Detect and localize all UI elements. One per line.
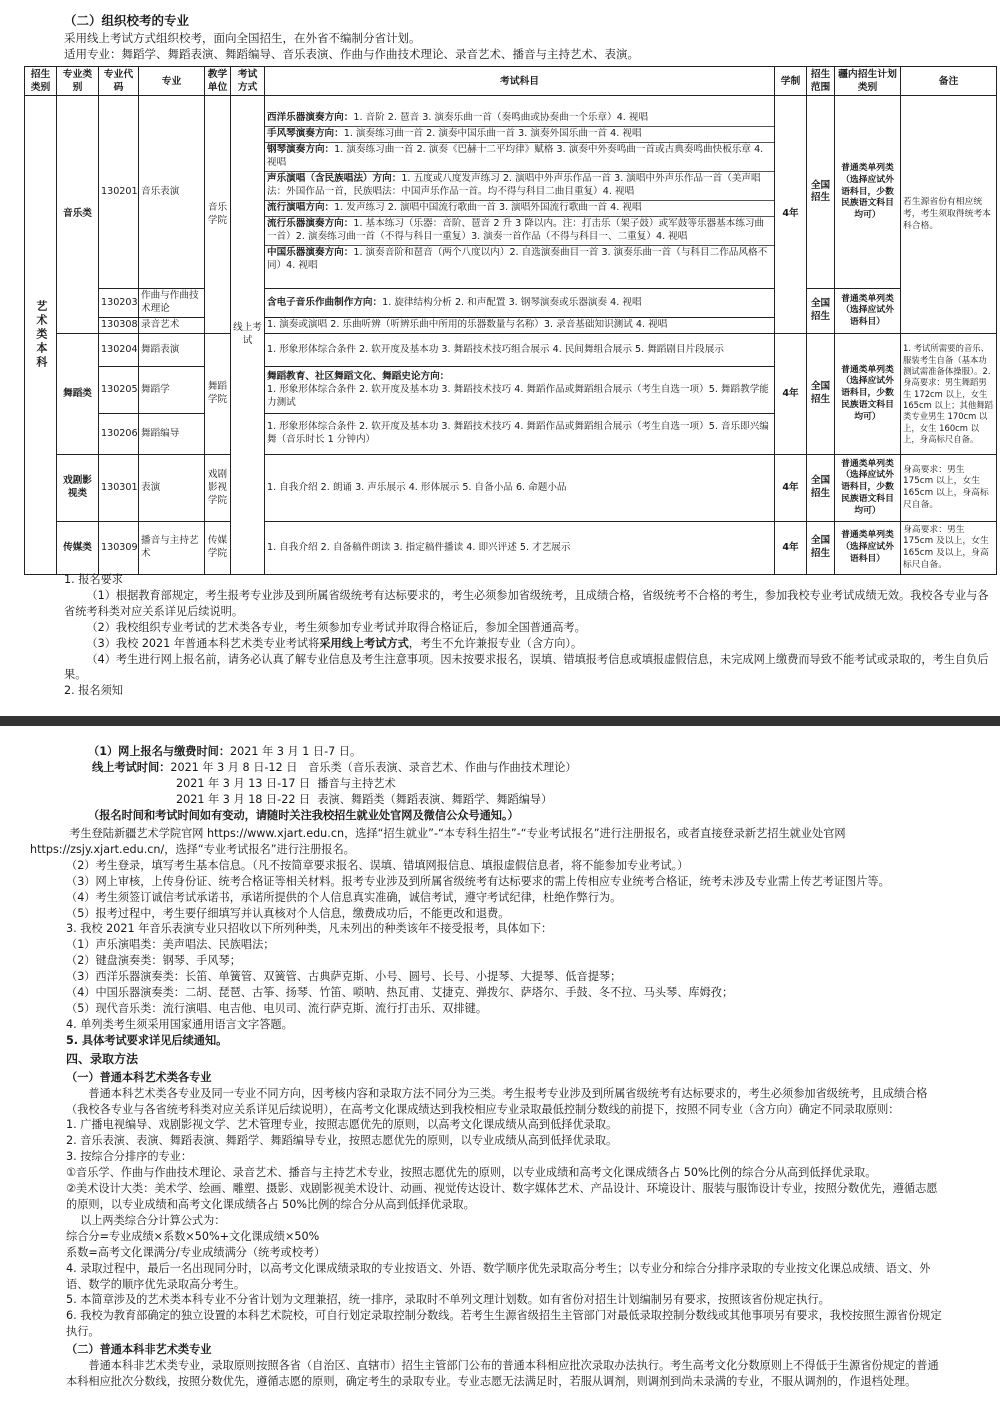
register-instructions: 考生登陆新疆艺术学院官网 https://www.xjart.edu.cn，选择“招生就业”-“本专科生招生”-“专业考试报名”进行注册报名，或者直接登录新艺招生就业处官网 https://zsjy.xjart.edu.cn/，选择“专业考试报名”进行注册报名。 — [30, 827, 846, 856]
req-paragraph: （3）我校 2021 年普通本科艺术类专业考试将采用线上考试方式，考生不允许兼报专业（含方向）。 — [86, 636, 583, 650]
subject-line: 手风琴演奏方向：1. 演奏练习曲一首 2. 演奏中国乐曲一首 3. 演奏外国乐曲一首 4. 视唱 — [265, 126, 774, 142]
code-cell: 130203 — [99, 289, 139, 318]
subjects-cell: 1. 自我介绍 2. 朗诵 3. 声乐展示 4. 形体展示 5. 自备小品 6. 命题小品 — [265, 455, 775, 522]
table-row — [25, 96, 997, 289]
note-cell: 身高要求：男生 175cm 及以上，女生 165cm 及以上，身高标尺自备。 — [901, 522, 997, 575]
scope-cell: 全国招生 — [807, 96, 835, 289]
page-bottom — [0, 730, 1000, 1428]
page-top — [0, 0, 1000, 712]
rule-line: 5. 本简章涉及的艺术类本科专业不分省计划为文理兼招，统一排序，录取时不单列文理计划数。如有省份对招生计划编制另有要求，按照该省份规定执行。 — [66, 1293, 830, 1307]
language-note: 4. 单列类考生须采用国家通用语言文字答题。 — [66, 1017, 293, 1031]
section-line-2: 适用专业：舞蹈学、舞蹈表演、舞蹈编导、音乐表演、作曲与作曲技术理论、录音艺术、播音与主持艺术、表演。 — [64, 47, 639, 62]
duration-cell: 4年 — [775, 96, 807, 334]
subject-line: 声乐演唱（含民族唱法）方向：1. 五度或八度发声练习 2. 演唱中外声乐作品一首 3. 演唱中外声乐作品一首（美声唱法：外国作品一首，民族唱法：中国声乐作品一首。均不得与科目二曲目重复）4. 视唱 — [265, 171, 774, 200]
step-line: （3）网上审核，上传身份证、统考合格证等相关材料。报考专业涉及到所属省级统考有达标要求的需上传相应专业统考合格证，统考未涉及专业需上传艺考证图片等。 — [66, 874, 890, 888]
subject-line: 流行演唱方向：1. 发声练习 2. 演唱中国流行歌曲一首 3. 演唱外国流行歌曲一首 4. 视唱 — [265, 200, 774, 216]
details-note: 5. 具体考试要求详见后续通知。 — [66, 1033, 228, 1047]
col-header: 教学单位 — [205, 67, 231, 96]
music-kind: （1）声乐演唱类：美声唱法、民族唱法； — [66, 938, 275, 952]
admission-table-wrap — [0, 66, 997, 575]
media-type-cell: 传媒类 — [57, 522, 99, 575]
unit-cell: 舞蹈学院 — [205, 334, 231, 455]
col-header: 疆内招生计划类别 — [835, 67, 901, 96]
unit-cell: 传媒学院 — [205, 522, 231, 575]
major-cell: 舞蹈编导 — [139, 414, 205, 455]
col-header: 考试方式 — [231, 67, 265, 96]
scope-cell: 全国招生 — [807, 522, 835, 575]
drama-type-cell: 戏剧影视类 — [57, 455, 99, 522]
col-header: 学制 — [775, 67, 807, 96]
code-cell: 130308 — [99, 318, 139, 334]
subject-line: 西洋乐器演奏方向：1. 音阶 2. 琶音 3. 演奏乐曲一首（奏鸣曲或协奏曲一个乐章）4. 视唱 — [267, 112, 649, 124]
step-line: （4）考生须签订诚信考试承诺书，承诺所提供的个人信息真实准确，诚信考试，遵守考试纪律，杜绝作弊行为。 — [66, 890, 622, 904]
section-line-1: 采用线上考试方式组织校考，面向全国招生，在外省不编制分省计划。 — [64, 30, 421, 45]
duration-cell: 4年 — [775, 522, 807, 575]
rule-line: 2. 音乐表演、表演、舞蹈表演、舞蹈学、舞蹈编导专业，按照志愿优先的原则，以专业成绩从高到低择优录取。 — [66, 1134, 618, 1148]
exam-time-line: 2021 年 3 月 13 日-17 日 播音与主持艺术 — [176, 776, 396, 790]
subject-line: 中国乐器演奏方向：1. 演奏音阶和琶音（两个八度以内）2. 自选演奏曲目一首 3. 演奏乐曲一首（与科目二作品风格不同）4. 视唱 — [265, 245, 774, 274]
col-header: 备注 — [901, 67, 997, 96]
code-cell: 130309 — [99, 522, 139, 575]
steps-block — [0, 826, 970, 1390]
unit-cell: 戏剧影视学院 — [205, 455, 231, 522]
scope-cell: 全国招生 — [807, 334, 835, 455]
change-notice: （报名时间和考试时间如有变动，请随时关注我校招生就业处官网及微信公众号通知。） — [88, 808, 519, 822]
subjects-cell: 1. 形象形体综合条件 2. 软开度及基本功 3. 舞蹈技术技巧 4. 舞蹈作品或舞蹈组合展示（考生自选一项）5. 音乐即兴编舞（音乐时长 1 分钟内） — [265, 414, 775, 455]
registration-block — [0, 744, 1000, 824]
music-kind: （2）键盘演奏类：钢琴、手风琴； — [66, 954, 241, 968]
subjects-cell: 1. 形象形体综合条件 2. 软开度及基本功 3. 舞蹈技术技巧组合展示 4. 民间舞组合展示 5. 舞蹈剧目片段展示 — [265, 334, 775, 367]
rule-line: 3. 按综合分排序的专业： — [66, 1150, 193, 1164]
code-cell: 130206 — [99, 414, 139, 455]
step-line: （2）考生登录，填写考生基本信息。（凡不按简章要求报名、误填、错填网报信息、填报虚假信息者，将不能参加专业考试。） — [66, 858, 689, 872]
art-majors-heading: （一）普通本科艺术类各专业 — [66, 1070, 212, 1084]
major-cell: 音乐表演 — [139, 96, 205, 289]
note-cell: 1. 考试所需要的音乐、服装考生自备（基本功测试需准备体操服）。2. 身高要求：男生舞蹈男生 172cm 以上，女生 165cm 以上；其他舞蹈类专业男生 170cm 以上，女生 160cm 以上，身高标尺自备。 — [901, 334, 997, 455]
major-cell: 舞蹈学 — [139, 367, 205, 414]
subjects-cell: 1. 演奏或演唱 2. 乐曲听辨（听辨乐曲中所用的乐器数量与名称）3. 录音基础知识测试 4. 视唱 — [265, 318, 775, 334]
step-line: （5）报考过程中，考生要仔细填写并认真核对个人信息，缴费成功后，不能更改和退费。 — [66, 906, 510, 920]
subjects-cell: 含电子音乐作曲制作方向：1. 旋律结构分析 2. 和声配置 3. 钢琴演奏或乐器演奏 4. 视唱 — [265, 289, 775, 318]
non-art-heading: （二）普通本科非艺术类专业 — [66, 1343, 212, 1357]
section-header — [64, 12, 984, 62]
music-kind: （4）中国乐器演奏类：二胡、琵琶、古筝、扬琴、竹笛、唢呐、热瓦甫、艾捷克、弹拨尔、萨塔尔、手鼓、冬不拉、马头琴、库姆孜； — [66, 986, 734, 1000]
formula-line: 系数=高考文化课满分/专业成绩满分（统考或校考） — [66, 1245, 326, 1259]
plan-cell: 普通类单列类（选择应试外语科目，少数民族语文科目均可） — [835, 334, 901, 455]
table-row — [25, 334, 997, 367]
table-header-row — [25, 67, 997, 96]
exam-mode-cell: 线上考试 — [231, 96, 265, 575]
subjects-cell: 舞蹈教育、社区舞蹈文化、舞蹈史论方向： 1. 形象形体综合条件 2. 软开度及基本功 3. 舞蹈技术技巧 4. 舞蹈作品或舞蹈组合展示（考生自选一项）5. 舞蹈教学能力测试 — [265, 367, 775, 414]
rule-line: ①音乐学、作曲与作曲技术理论、录音艺术、播音与主持艺术专业，按照志愿优先的原则，以专业成绩和高考文化课成绩各占 50%比例的综合分从高到低择优录取。 — [66, 1166, 877, 1180]
plan-cell: 普通类单列类（选择应试外语科目） — [835, 522, 901, 575]
duration-cell: 4年 — [775, 455, 807, 522]
req-heading: 2. 报名须知 — [64, 684, 123, 698]
plan-cell: 普通类单列类（选择应试外语科目，少数民族语文科目均可） — [835, 96, 901, 289]
music-kind: （5）现代音乐类：流行演唱、电吉他、电贝司、流行萨克斯、流行打击乐、双排键。 — [66, 1001, 488, 1015]
code-cell: 130301 — [99, 455, 139, 522]
requirements-block — [36, 572, 994, 699]
req-paragraph: （1）根据教育部规定，考生报考专业涉及到所属省级统考有达标要求的，考生必须参加省级统考，且成绩合格，省级统考不合格的考生，参加我校专业考试成绩无效。我校各专业与各省统考科类对应关系详见后续说明。 — [64, 588, 989, 618]
non-art-paragraph: 普通本科非艺术类专业，录取原则按照各省（自治区、直辖市）招生主管部门公布的普通本科相应批次录取办法执行。考生高考文化分数原则上不得低于生源省份规定的普通本科相应批次分数线，按照分数优先，遵循志愿的原则，确定考生的录取专业。专业志愿无法满足时，若服从调剂，则调剂到尚未录满的专业，不服从调剂的，作退档处理。 — [66, 1359, 939, 1388]
subject-line: 钢琴演奏方向：1. 演奏练习曲一首 2. 演奏《巴赫十二平均律》赋格 3. 演奏中外奏鸣曲一首或古典奏鸣曲快板乐章 4. 视唱 — [265, 142, 774, 171]
col-header: 招生类别 — [25, 67, 57, 96]
major-cell: 舞蹈表演 — [139, 334, 205, 367]
music-type-cell: 音乐类 — [57, 96, 99, 334]
subjects-cell: 1. 自我介绍 2. 自备稿件朗读 3. 指定稿件播读 4. 即兴评述 5. 才艺展示 — [265, 522, 775, 575]
major-cell: 作曲与作曲技术理论 — [139, 289, 205, 318]
unit-cell: 音乐学院 — [205, 96, 231, 334]
subject-line: 流行乐器演奏方向：1. 基本练习（乐器：音阶、琶音 2 升 3 降以内。注：打击乐（架子鼓）或军鼓等乐器基本练习曲一首）2. 演奏练习曲一首（不得与科目一重复）3. 演奏一首作品（不得与科目一、二重复）4. 视唱 — [265, 216, 774, 245]
major-cell: 播音与主持艺术 — [139, 522, 205, 575]
req-paragraph: （2）我校组织专业考试的艺术类各专业，考生须参加专业考试并取得合格证后，参加全国普通高考。 — [86, 620, 586, 634]
rule-line: 6. 我校为教育部确定的独立设置的本科艺术院校，可自行划定录取控制分数线。若考生生源省级招生主管部门对最低录取控制分数线或其他事项另有要求，我校按照生源省份规定执行。 — [66, 1309, 942, 1339]
formula-line: 综合分=专业成绩×系数×50%+文化课成绩×50% — [66, 1229, 320, 1243]
admission-heading: 四、录取方法 — [66, 1051, 139, 1066]
table-row — [25, 522, 997, 575]
admission-table — [24, 66, 997, 575]
exam-time-line: 线上考试时间：2021 年 3 月 8 日-12 日 音乐类（音乐表演、录音艺术、作曲与作曲技术理论） — [92, 760, 577, 774]
col-header: 专业类别 — [57, 67, 99, 96]
music-kind: （3）西洋乐器演奏类：长笛、单簧管、双簧管、古典萨克斯、小号、圆号、长号、小提琴、大提琴、低音提琴； — [66, 970, 622, 984]
col-header: 考试科目 — [265, 67, 775, 96]
note-cell: 若生源省份有相应统考，考生须取得统考本科合格。 — [901, 96, 997, 334]
table-row — [25, 289, 997, 318]
col-header: 专业 — [139, 67, 205, 96]
duration-cell: 4年 — [775, 334, 807, 455]
major-cell: 表演 — [139, 455, 205, 522]
scope-cell: 全国招生 — [807, 455, 835, 522]
exam-time-line: 2021 年 3 月 18 日-22 日 表演、舞蹈类（舞蹈表演、舞蹈学、舞蹈编导） — [176, 792, 553, 806]
formula-intro: 以上两类综合分计算公式为： — [80, 1213, 226, 1227]
rule-line: ②美术设计大类：美术学、绘画、雕塑、摄影、戏剧影视美术设计、动画、视觉传达设计、数字媒体艺术、产品设计、环境设计、服装与服饰设计专业，按照分数优先，遵循志愿的原则，以专业成绩和高考文化课成绩各占 50%比例的综合分从高到低择优录取。 — [66, 1182, 938, 1211]
music-kinds-heading: 3. 我校 2021 年音乐表演专业只招收以下所列种类，凡未列出的种类该年不接受报考，具体如下： — [66, 922, 553, 936]
rule-line: 1. 广播电视编导、戏剧影视文学、艺术管理专业，按照志愿优先的原则，以高考文化课成绩从高到低择优录取。 — [66, 1118, 618, 1132]
section-heading: （二）组织校考的专业 — [64, 13, 190, 28]
req-heading: 1. 报名要求 — [64, 573, 123, 586]
page-divider — [0, 712, 1000, 730]
art-majors-intro: 普通本科艺术类各专业及同一专业不同方向，因考核内容和录取方法不同分为三类。考生报考专业涉及到所属省级统考有达标要求的，考生必须参加省级统考，且成绩合格（我校各专业与各省统考科类对应关系详见后续说明），在高考文化课成绩达到我校相应专业录取最低控制分数线的前提下，按照不同专业（含方向）确定不同录取原则： — [66, 1086, 928, 1116]
reg-time-line: （1）网上报名与缴费时间：2021 年 3 月 1 日-7 日。 — [88, 745, 362, 758]
category-cell: 艺术类本科 — [25, 96, 57, 575]
rule-line: 4. 录取过程中，最后一名出现同分时，以高考文化课成绩录取的专业按语文、外语、数学顺序优先录取高分考生；以专业分和综合分排序录取的专业按文化课总成绩、语文、外语、数学的顺序优先录取高分考生。 — [66, 1261, 931, 1291]
code-cell: 130201 — [99, 96, 139, 289]
plan-cell: 普通类单列类（选择应试外语科目） — [835, 289, 901, 334]
col-header: 专业代码 — [99, 67, 139, 96]
subjects-cell — [265, 96, 775, 289]
code-cell: 130204 — [99, 334, 139, 367]
major-cell: 录音艺术 — [139, 318, 205, 334]
col-header: 招生范围 — [807, 67, 835, 96]
note-cell: 身高要求：男生 175cm 以上，女生 165cm 以上，身高标尺自备。 — [901, 455, 997, 522]
req-paragraph: （4）考生进行网上报名前，请务必认真了解专业信息及考生注意事项。因未按要求报名，误填、错填报考信息或填报虚假信息，未完成网上缴费而导致不能考试或录取的，考生自负后果。 — [64, 652, 989, 682]
dance-type-cell: 舞蹈类 — [57, 334, 99, 455]
scope-cell: 全国招生 — [807, 289, 835, 334]
table-row — [25, 455, 997, 522]
plan-cell: 普通类单列类（选择应试外语科目，少数民族语文科目均可） — [835, 455, 901, 522]
code-cell: 130205 — [99, 367, 139, 414]
